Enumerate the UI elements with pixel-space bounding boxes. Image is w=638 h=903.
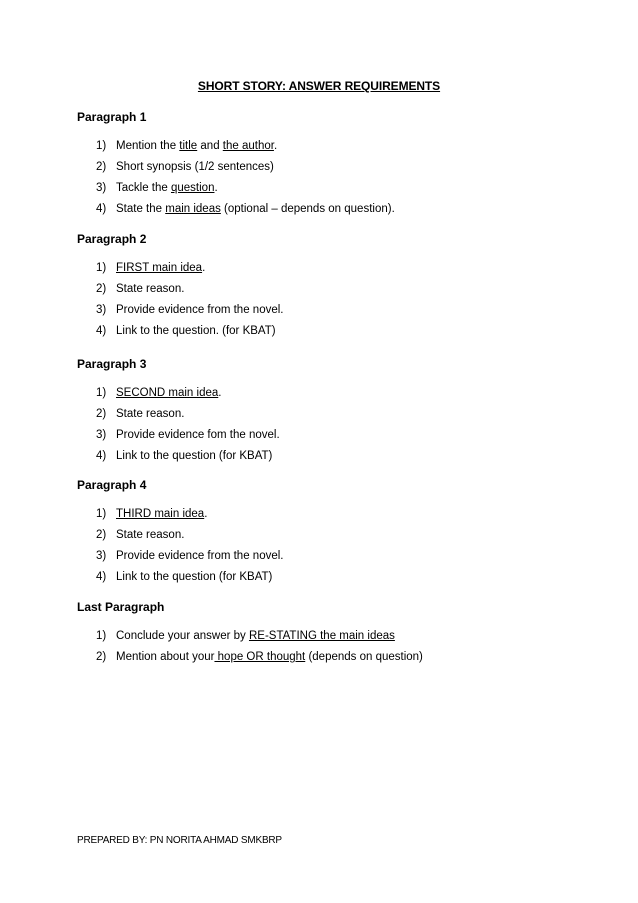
item-number: 3) (96, 304, 107, 316)
item-text: Mention the (116, 140, 180, 152)
item-underlined-text: THIRD main idea (116, 508, 205, 520)
list-item (77, 202, 597, 216)
section-heading: Paragraph 2 (77, 232, 147, 246)
item-number: 1) (96, 387, 107, 399)
item-number: 4) (96, 325, 107, 337)
requirement-list (77, 629, 597, 664)
list-item (77, 386, 597, 400)
item-text: . (202, 262, 206, 274)
item-text: State reason. (116, 408, 185, 420)
section-paragraph-4 (77, 478, 597, 591)
item-number: 2) (96, 651, 107, 663)
item-number: 2) (96, 283, 107, 295)
item-underlined-text: main ideas (165, 203, 221, 215)
item-text: Provide evidence from the novel. (116, 550, 284, 562)
item-underlined-text: hope OR thought (214, 651, 306, 663)
item-text: . (273, 140, 278, 152)
section-heading: Paragraph 4 (77, 478, 147, 492)
list-item (77, 282, 597, 296)
list-item (77, 181, 597, 195)
item-number: 3) (96, 182, 107, 194)
page-title: SHORT STORY: ANSWER REQUIREMENTS (197, 79, 441, 93)
item-underlined-text: SECOND main idea (116, 387, 219, 399)
item-underlined-text: question (170, 182, 215, 194)
requirement-list (77, 139, 597, 216)
item-text: State the (116, 203, 166, 215)
item-text: Provide evidence fom the novel. (116, 429, 280, 441)
list-item (77, 303, 597, 317)
list-item (77, 629, 597, 643)
item-underlined-text: RE-STATING the main ideas (248, 630, 395, 642)
item-text: . (214, 182, 218, 194)
item-number: 3) (96, 429, 107, 441)
item-text: Link to the question (for KBAT) (116, 571, 273, 583)
list-item (77, 139, 597, 153)
item-text: Short synopsis (1/2 sentences) (116, 161, 274, 173)
item-text: State reason. (116, 283, 185, 295)
item-number: 1) (96, 630, 107, 642)
item-number: 2) (96, 529, 107, 541)
item-underlined-text: FIRST main idea (116, 262, 203, 274)
section-paragraph-3 (77, 357, 597, 470)
item-text: . (218, 387, 222, 399)
list-item (77, 324, 597, 338)
list-item (77, 507, 597, 521)
item-text: (depends on question) (305, 651, 423, 663)
item-underlined-text: title (179, 140, 198, 152)
item-number: 1) (96, 262, 107, 274)
item-number: 4) (96, 203, 107, 215)
list-item (77, 650, 597, 664)
list-item (77, 528, 597, 542)
footer-prepared-by: PREPARED BY: PN NORITA AHMAD SMKBRP (77, 835, 282, 846)
list-item (77, 428, 597, 442)
item-text: and (197, 140, 223, 152)
section-heading: Paragraph 1 (77, 110, 147, 124)
item-text: State reason. (116, 529, 185, 541)
item-number: 4) (96, 571, 107, 583)
list-item (77, 549, 597, 563)
requirement-list (77, 261, 597, 338)
item-number: 4) (96, 450, 107, 462)
list-item (77, 570, 597, 584)
item-number: 3) (96, 550, 107, 562)
section-paragraph-1 (77, 110, 597, 223)
section-paragraph-2 (77, 232, 597, 345)
item-text: (optional – depends on question). (220, 203, 395, 215)
requirement-list (77, 386, 597, 463)
item-underlined-text: the author (222, 140, 274, 152)
section-heading: Last Paragraph (77, 600, 165, 614)
section-heading: Paragraph 3 (77, 357, 147, 371)
list-item (77, 160, 597, 174)
list-item (77, 261, 597, 275)
item-number: 2) (96, 408, 107, 420)
list-item (77, 449, 597, 463)
item-text: Link to the question (for KBAT) (116, 450, 273, 462)
item-text: . (204, 508, 208, 520)
item-number: 2) (96, 161, 107, 173)
item-text: Mention about your (116, 651, 215, 663)
item-text: Tackle the (116, 182, 171, 194)
section-last-paragraph (77, 600, 597, 671)
item-text: Link to the question. (for KBAT) (116, 325, 276, 337)
list-item (77, 407, 597, 421)
requirement-list (77, 507, 597, 584)
item-text: Conclude your answer by (116, 630, 249, 642)
item-number: 1) (96, 140, 107, 152)
item-text: Provide evidence from the novel. (116, 304, 284, 316)
item-number: 1) (96, 508, 107, 520)
